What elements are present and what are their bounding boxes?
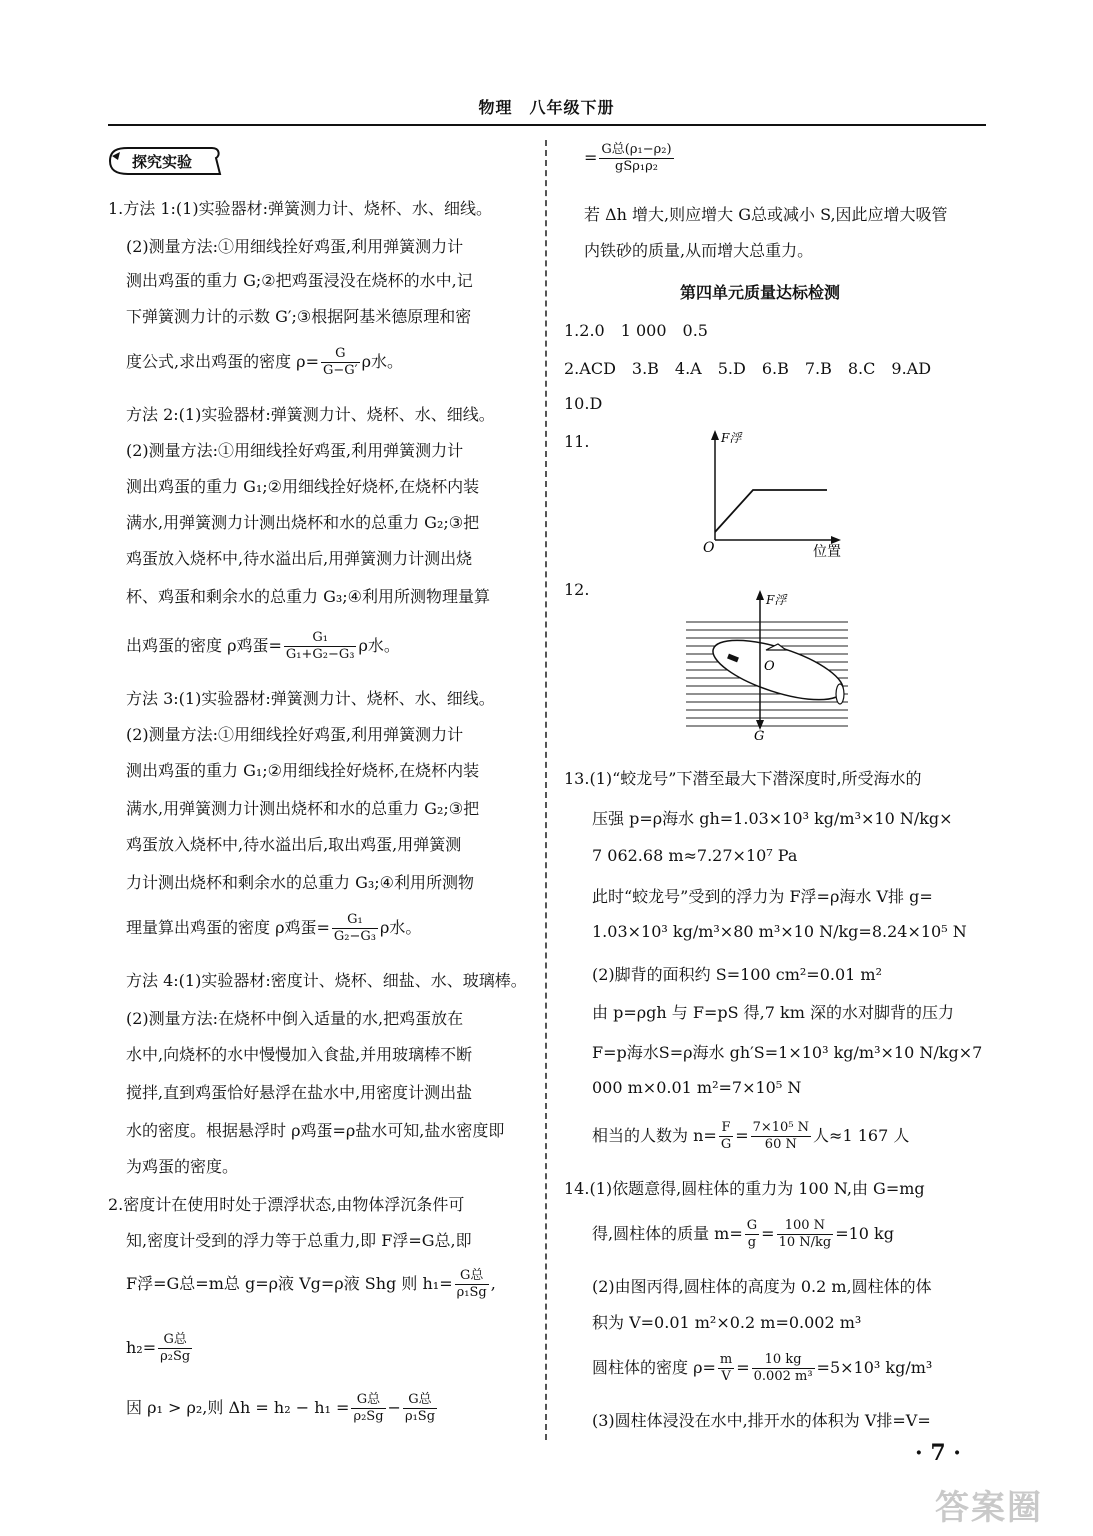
text-line: 搅拌,直到鸡蛋恰好悬浮在盐水中,用密度计测出盐 (126, 1083, 473, 1102)
text-line: 测出鸡蛋的重力 G;②把鸡蛋浸没在烧杯的水中,记 (126, 271, 473, 290)
column-divider (545, 140, 547, 1440)
text-line: 1.2.0 1 000 0.5 (564, 321, 708, 340)
text-line: 为鸡蛋的密度。 (126, 1157, 239, 1176)
fraction: $\frac{G}{g}$ (746, 1218, 758, 1250)
fraction: $\frac{\text{G总}}{\text{ρ₂Sg}}$ (353, 1392, 384, 1424)
text-line: 10.D (564, 394, 603, 413)
formula-line (126, 630, 400, 663)
text-segment: = (584, 148, 598, 167)
text-line: 满水,用弹簧测力计测出烧杯和水的总重力 G₂;③把 (126, 513, 480, 532)
page-number: · 7 · (915, 1440, 961, 1466)
formula-line (592, 1352, 932, 1385)
text-segment: ρ水。 (380, 918, 422, 937)
text-line: 积为 V=0.01 m²×0.2 m=0.002 m³ (592, 1313, 862, 1332)
text-segment: 圆柱体的密度 ρ= (592, 1358, 716, 1377)
text-line: 11. (564, 432, 590, 451)
center-label: O (764, 659, 775, 674)
submarine-icon (707, 628, 850, 712)
fraction: $\frac{\text{G总}}{\text{ρ₂Sg}}$ (160, 1332, 191, 1364)
text-segment: ρ水。 (358, 636, 400, 655)
text-segment: ρ水。 (361, 352, 404, 371)
text-segment: − (387, 1398, 401, 1417)
section-badge (104, 144, 222, 178)
text-line: 由 p=ρgh 与 F=pS 得,7 km 深的水对脚背的压力 (592, 1003, 954, 1022)
text-line: 杯、鸡蛋和剩余水的总重力 G₃;④利用所测物理量算 (126, 587, 491, 606)
badge-label: 探究实验 (132, 153, 193, 171)
text-line: 14.(1)依题意得,圆柱体的重力为 100 N,由 G=mg (564, 1179, 925, 1198)
text-line: 水中,向烧杯的水中慢慢加入食盐,并用玻璃棒不断 (126, 1045, 473, 1064)
up-arrow-icon (756, 590, 764, 600)
formula-line (592, 1120, 909, 1153)
text-line: 水的密度。根据悬浮时 ρ鸡蛋=ρ盐水可知,盐水密度即 (126, 1121, 505, 1140)
fraction: $\frac{F}{G}$ (720, 1120, 732, 1152)
text-line: 12. (564, 580, 590, 599)
section-title: 第四单元质量达标检测 (680, 283, 841, 302)
text-line: 此时“蛟龙号”受到的浮力为 F浮=ρ海水 V排 g= (592, 887, 933, 906)
text-line: 若 Δh 增大,则应增大 G总或减小 S,因此应增大吸管 (584, 205, 948, 224)
text-line: 2.ACD 3.B 4.A 5.D 6.B 7.B 8.C 9.AD (564, 359, 932, 378)
text-line: (2)测量方法:①用细线拴好鸡蛋,利用弹簧测力计 (126, 441, 464, 460)
text-segment: = (735, 1126, 749, 1145)
text-line: 鸡蛋放入烧杯中,待水溢出后,用弹簧测力计测出烧 (126, 549, 473, 568)
text-line: (2)由图丙得,圆柱体的高度为 0.2 m,圆柱体的体 (592, 1277, 932, 1296)
text-segment: =5×10³ kg/m³ (816, 1358, 933, 1377)
text-line: 压强 p=ρ海水 gh=1.03×10³ kg/m³×10 N/kg× (592, 809, 953, 828)
text-segment: F浮=G总=m总 g=ρ液 Vg=ρ液 Shg 则 h₁= (126, 1274, 453, 1293)
text-line: 方法 3:(1)实验器材:弹簧测力计、烧杯、水、细线。 (126, 689, 495, 708)
formula-line (126, 1268, 496, 1301)
text-segment: 相当的人数为 n= (592, 1126, 717, 1145)
text-segment: = (736, 1358, 750, 1377)
fraction: $\frac{\text{G₁}}{\text{G₂−G₃}}$ (333, 912, 376, 944)
formula-line (126, 1332, 194, 1365)
fraction: $\frac{\text{G总(ρ₁−ρ₂)}}{\text{gSρ₁ρ₂}}$ (601, 142, 672, 174)
text-line: 方法 4:(1)实验器材:密度计、烧杯、细盐、水、玻璃棒。 (126, 971, 527, 990)
formula-line (592, 1218, 894, 1251)
submarine-force-diagram (682, 588, 852, 740)
text-line: 2.密度计在使用时处于漂浮状态,由物体浮沉条件可 (108, 1195, 465, 1214)
fraction: $\frac{G}{G-G'}$ (323, 346, 358, 378)
fraction: $\frac{\text{G₁}}{\text{G₁+G₂−G₃}}$ (285, 630, 355, 662)
y-arrow-icon (711, 430, 719, 440)
text-line: (2)测量方法:①用细线拴好鸡蛋,利用弹簧测力计 (126, 725, 464, 744)
gravity-label: G (754, 729, 765, 740)
text-segment: 人≈1 167 人 (813, 1126, 910, 1145)
text-segment: = (761, 1224, 775, 1243)
formula-line (126, 912, 421, 945)
fraction: $\frac{10 kg}{\text{0.002 m³}}$ (753, 1352, 813, 1384)
buoyancy-curve (715, 490, 827, 532)
text-segment: 理量算出鸡蛋的密度 ρ鸡蛋= (126, 918, 330, 937)
fraction: $\frac{100 N}{10 N/kg}$ (778, 1218, 832, 1250)
y-label: F浮 (721, 431, 742, 445)
fraction: $\frac{\text{G总}}{\text{ρ₁Sg}}$ (456, 1268, 487, 1300)
text-line: (3)圆柱体浸没在水中,排开水的体积为 V排=V= (592, 1411, 931, 1430)
text-line: 力计测出烧杯和剩余水的总重力 G₃;④利用所测物 (126, 873, 475, 892)
text-line: F=p海水S=ρ海水 gh′S=1×10³ kg/m³×10 N/kg×7 (592, 1043, 983, 1062)
text-line: (2)测量方法:①用细线拴好鸡蛋,利用弹簧测力计 (126, 237, 464, 256)
page-header: 物理 八年级下册 (478, 98, 615, 117)
buoyancy-graph (695, 428, 855, 560)
x-arrow-icon (831, 536, 841, 544)
text-line: (2)测量方法:在烧杯中倒入适量的水,把鸡蛋放在 (126, 1009, 464, 1028)
watermark: 答案圈 (935, 1488, 1043, 1528)
text-segment: 度公式,求出鸡蛋的密度 ρ= (126, 352, 319, 371)
text-line: 1.方法 1:(1)实验器材:弹簧测力计、烧杯、水、细线。 (108, 199, 492, 218)
text-segment: =10 kg (835, 1224, 894, 1243)
text-line: 下弹簧测力计的示数 G′;③根据阿基米德原理和密 (126, 307, 472, 326)
force-label: F浮 (766, 593, 787, 607)
text-line: 方法 2:(1)实验器材:弹簧测力计、烧杯、水、细线。 (126, 405, 495, 424)
text-line: 鸡蛋放入烧杯中,待水溢出后,取出鸡蛋,用弹簧测 (126, 835, 462, 854)
text-segment: , (490, 1274, 496, 1293)
text-line: 测出鸡蛋的重力 G₁;②用细线拴好烧杯,在烧杯内装 (126, 761, 480, 780)
header-rule (108, 124, 986, 126)
formula-line (584, 142, 676, 175)
text-segment: 因 ρ₁ > ρ₂,则 Δh = h₂ − h₁ = (126, 1398, 350, 1417)
text-line: 测出鸡蛋的重力 G₁;②用细线拴好烧杯,在烧杯内装 (126, 477, 480, 496)
text-segment: h₂= (126, 1338, 157, 1357)
text-line: 知,密度计受到的浮力等于总重力,即 F浮=G总,即 (126, 1231, 472, 1250)
formula-line (126, 346, 403, 379)
text-line: 13.(1)“蛟龙号”下潜至最大下潜深度时,所受海水的 (564, 769, 922, 788)
fraction: $\frac{\text{7×10⁵ N}}{60 N}$ (752, 1120, 810, 1152)
text-line: 满水,用弹簧测力计测出烧杯和水的总重力 G₂;③把 (126, 799, 480, 818)
text-line: 内铁砂的质量,从而增大总重力。 (584, 241, 814, 260)
text-line: 000 m×0.01 m²=7×10⁵ N (592, 1078, 802, 1097)
text-line: (2)脚背的面积约 S=100 cm²=0.01 m² (592, 965, 882, 984)
text-line: 1.03×10³ kg/m³×80 m³×10 N/kg=8.24×10⁵ N (592, 922, 967, 941)
origin-label: O (703, 540, 715, 556)
x-label: 位置 (813, 544, 841, 560)
text-segment: 出鸡蛋的密度 ρ鸡蛋= (126, 636, 282, 655)
fraction: $\frac{\text{G总}}{\text{ρ₁Sg}}$ (404, 1392, 436, 1424)
fraction: $\frac{m}{V}$ (719, 1352, 733, 1384)
text-line: 7 062.68 m≈7.27×10⁷ Pa (592, 846, 798, 865)
formula-line (126, 1392, 439, 1425)
text-segment: 得,圆柱体的质量 m= (592, 1224, 743, 1243)
